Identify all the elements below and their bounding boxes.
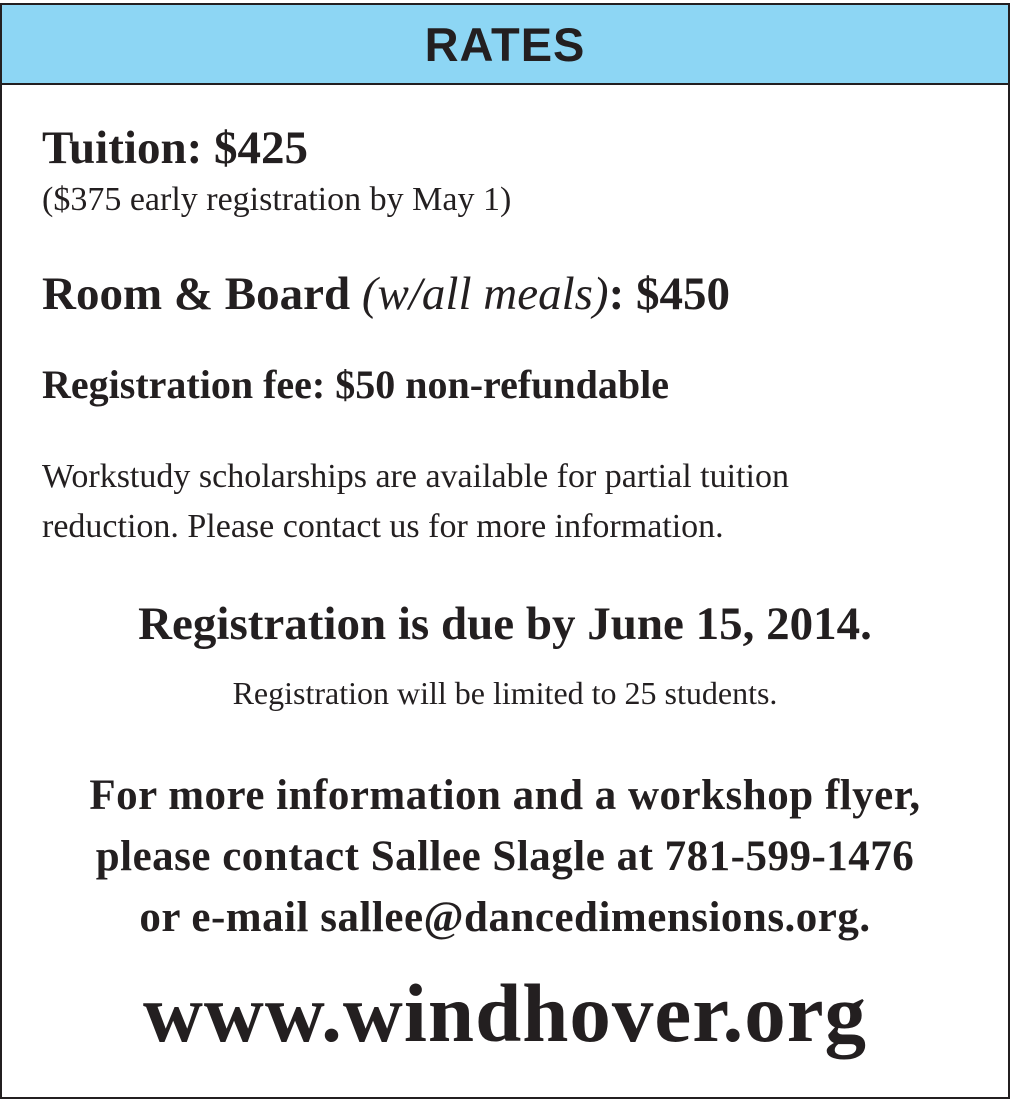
registration-fee: Registration fee: $50 non-refundable xyxy=(42,362,669,407)
room-board-amount: : $450 xyxy=(608,268,730,320)
room-board-qualifier: (w/all meals) xyxy=(361,268,609,320)
contact-info xyxy=(2,765,1008,948)
workstudy-line-1: Workstudy scholarships are available for partial tuition xyxy=(42,458,789,495)
registration-limit: Registration will be limited to 25 students. xyxy=(232,675,778,711)
tuition-price: Tuition: $425 xyxy=(42,122,308,174)
rates-header xyxy=(2,5,1008,85)
room-board-label: Room & Board xyxy=(42,268,362,320)
contact-line-1: For more information and a workshop flyer, xyxy=(89,772,921,819)
contact-line-3: or e-mail sallee@dancedimensions.org. xyxy=(139,894,871,941)
registration-deadline: Registration is due by June 15, 2014. xyxy=(138,598,872,650)
room-board-price xyxy=(42,267,730,321)
tuition-early-note: ($375 early registration by May 1) xyxy=(42,181,512,218)
workstudy-info xyxy=(42,452,942,552)
contact-line-2: please contact Sallee Slagle at 781-599-1476 xyxy=(95,833,915,880)
workstudy-line-2: reduction. Please contact us for more information. xyxy=(42,508,724,545)
rates-title: RATES xyxy=(424,17,586,71)
website-url: www.windhover.org xyxy=(142,967,868,1059)
rates-panel xyxy=(0,3,1010,1099)
